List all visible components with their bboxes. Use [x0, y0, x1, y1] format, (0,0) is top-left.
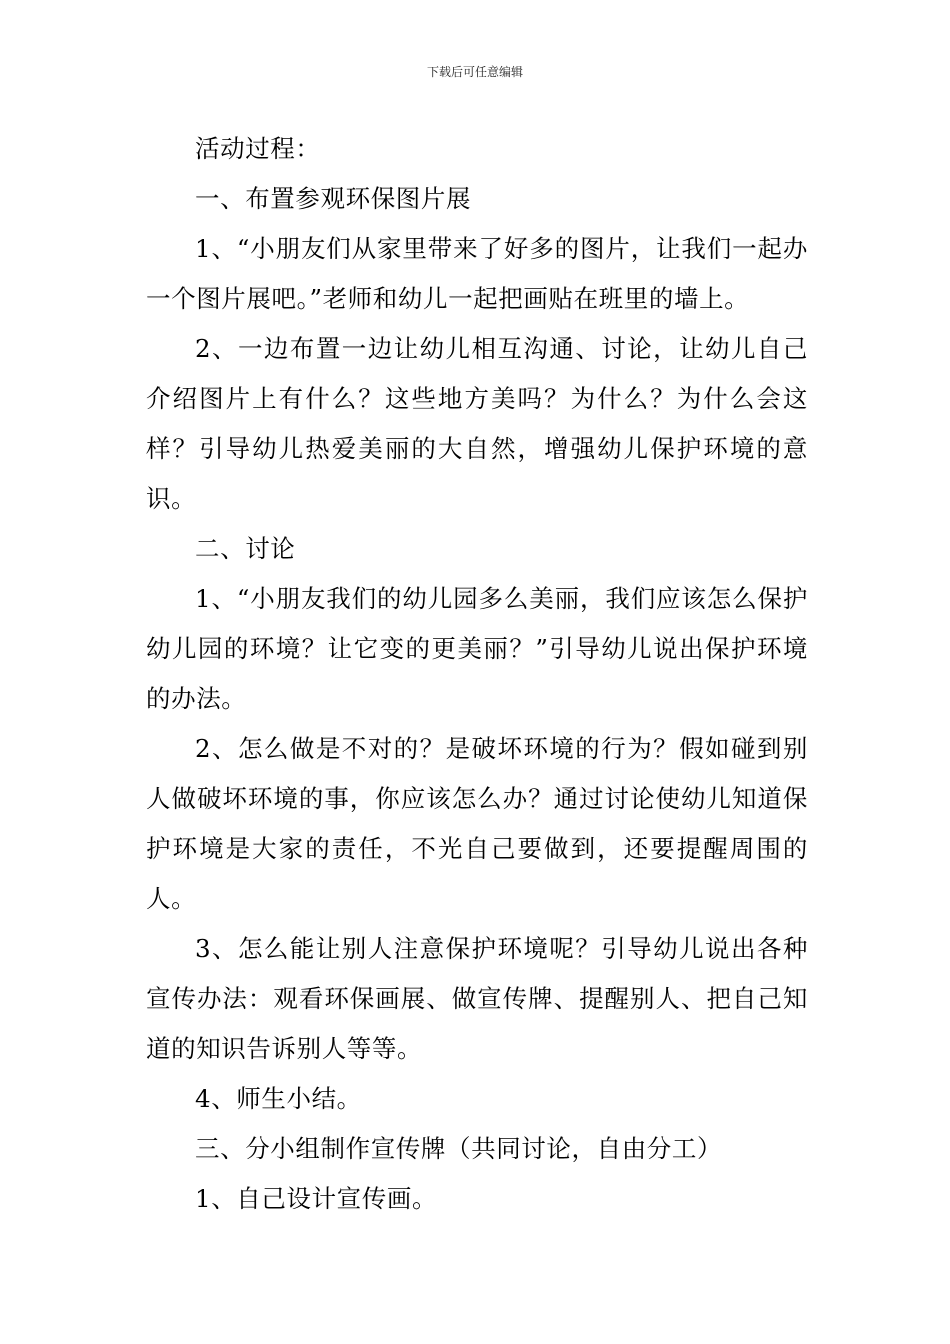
paragraph-section-two-heading: 二、讨论 [195, 534, 296, 563]
paragraph-item: 1、“小朋友我们的幼儿园多么美丽，我们应该怎么保护幼儿园的环境？让它变的更美丽？”引导幼儿说出保护环境的办法。 [146, 584, 808, 713]
paragraph-item: 1、“小朋友们从家里带来了好多的图片，让我们一起办一个图片展吧。”老师和幼儿一起把画贴在班里的墙上。 [146, 234, 808, 313]
page-header: 下载后可任意编辑 [426, 65, 523, 79]
document-body [146, 124, 808, 1224]
paragraph-item: 4、师生小结。 [195, 1084, 362, 1113]
paragraph-section-three-heading: 三、分小组制作宣传牌（共同讨论，自由分工） [195, 1134, 723, 1163]
paragraph-activity-process: 活动过程： [195, 134, 321, 163]
paragraph-item: 2、怎么做是不对的？是破坏环境的行为？假如碰到别人做破坏环境的事，你应该怎么办？通过讨论使幼儿知道保护环境是大家的责任，不光自己要做到，还要提醒周围的人。 [146, 734, 808, 913]
paragraph-item: 2、一边布置一边让幼儿相互沟通、讨论，让幼儿自己介绍图片上有什么？这些地方美吗？为什么？为什么会这样？引导幼儿热爱美丽的大自然，增强幼儿保护环境的意识。 [146, 334, 808, 513]
paragraph-item: 1、自己设计宣传画。 [195, 1184, 438, 1213]
paragraph-section-one-heading: 一、布置参观环保图片展 [195, 184, 472, 213]
paragraph-item: 3、怎么能让别人注意保护环境呢？引导幼儿说出各种宣传办法：观看环保画展、做宣传牌、提醒别人、把自己知道的知识告诉别人等等。 [146, 934, 808, 1063]
